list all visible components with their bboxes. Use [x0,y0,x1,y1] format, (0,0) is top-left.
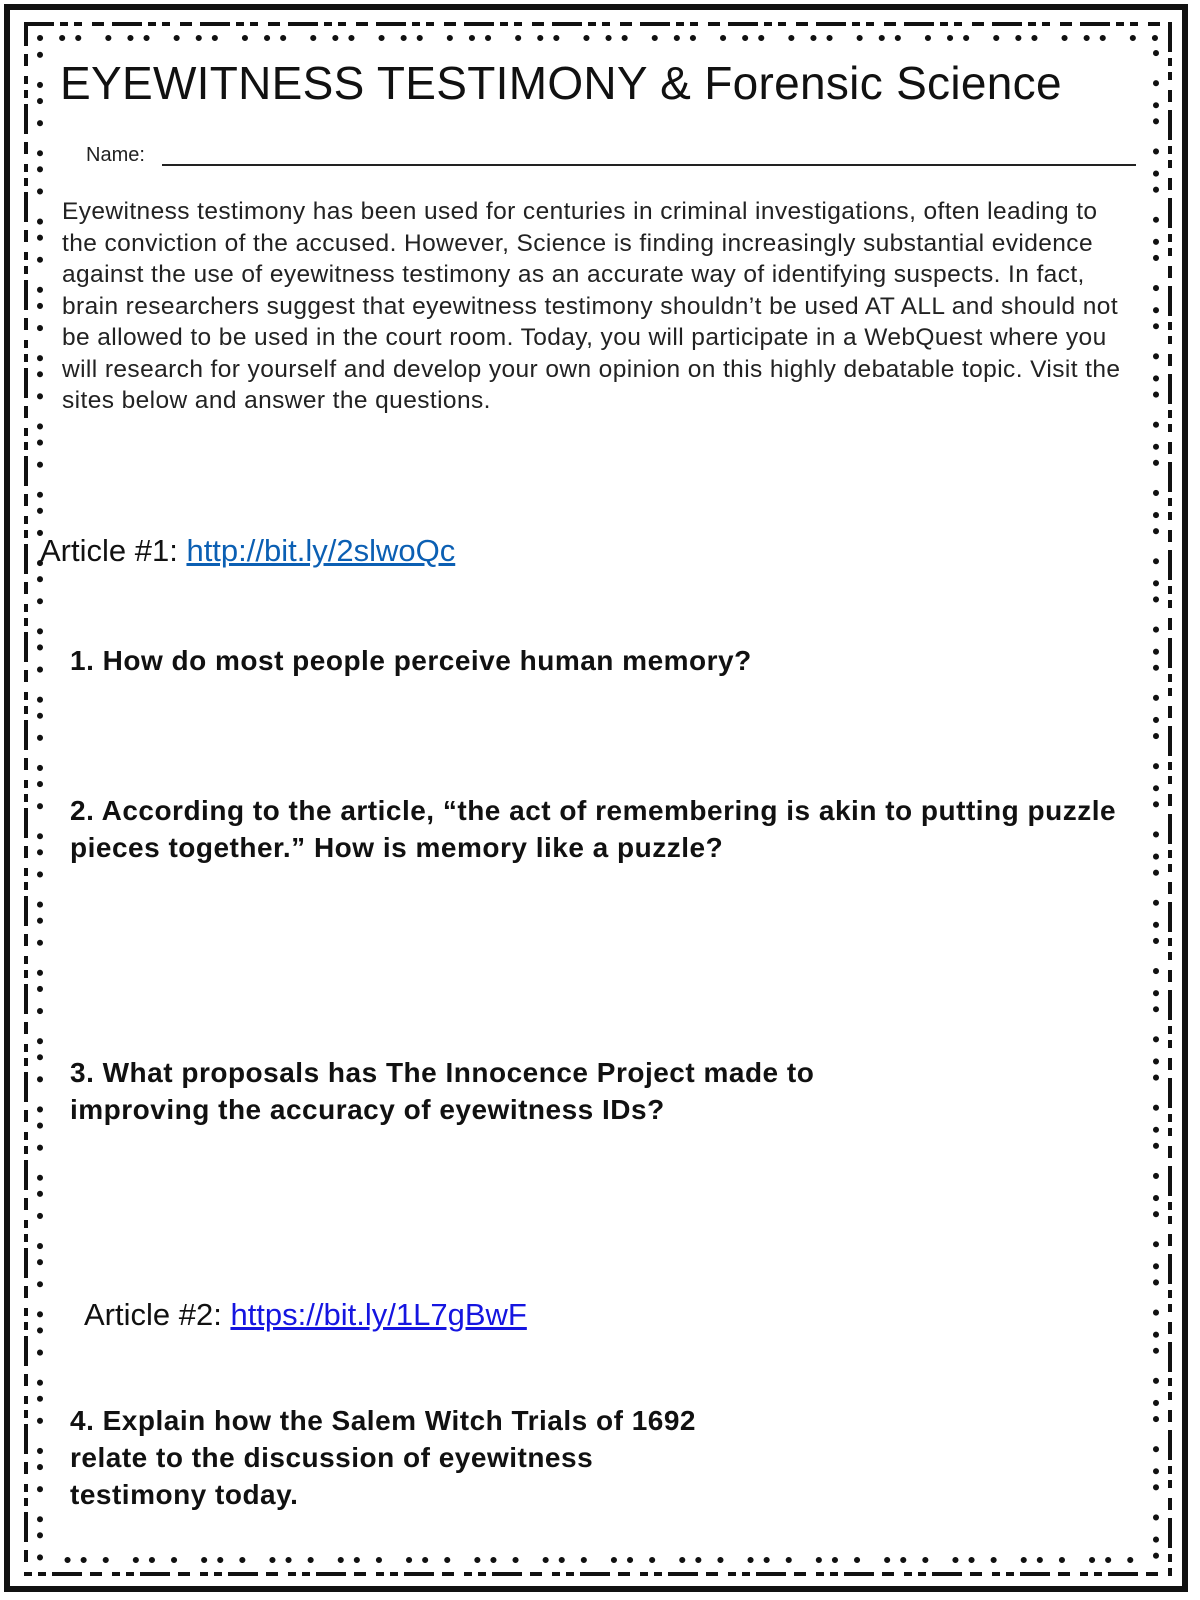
question-1: 1. How do most people perceive human memory? [70,645,752,676]
article-2-link[interactable]: https://bit.ly/1L7gBwF [230,1297,527,1332]
worksheet-title: EYEWITNESS TESTIMONY & Forensic Science [60,57,1062,109]
article-2-label: Article #2: [84,1297,231,1332]
name-label: Name: [86,144,145,166]
article-2 [84,1297,527,1333]
article-1-link[interactable]: http://bit.ly/2slwoQc [186,533,456,568]
name-field[interactable] [86,140,1136,170]
intro-paragraph: Eyewitness testimony has been used for centuries in criminal investigations, often leading to the conviction of the accused. However, Science is finding increasingly substantial evidence against the use of eyewitness testimony as an accurate way of identifying suspects. In fact, brain researchers suggest that eyewitness testimony shouldn’t be used AT ALL and should not be allowed to be used in the court room. Today, you will participate in a WebQuest where you will research for yourself and develop your own opinion on this highly debatable topic. Visit the sites below and answer the questions. [62,198,1121,414]
question-3: 3. What proposals has The Innocence Project made to improving the accuracy of eyewitness IDs? [70,1057,815,1125]
article-1-label: Article #1: [40,533,187,568]
name-blank-line[interactable] [162,164,1136,166]
article-1 [40,533,455,569]
question-2: 2. According to the article, “the act of remembering is akin to putting puzzle pieces together.” How is memory like a puzzle? [70,795,1117,863]
question-4: 4. Explain how the Salem Witch Trials of 1692 relate to the discussion of eyewitness testimony today. [70,1405,696,1510]
